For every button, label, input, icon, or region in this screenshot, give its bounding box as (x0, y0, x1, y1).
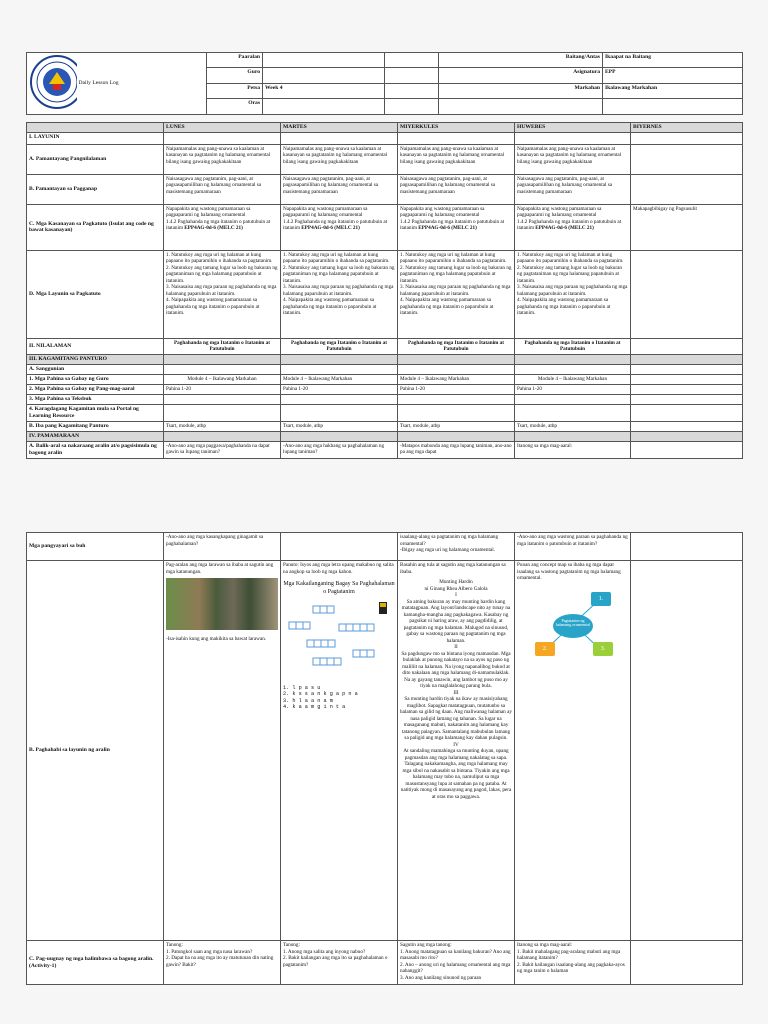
cell: 1. Natutukoy ang mga uri ng halaman at kung papaano ito paparamihin o ihahanda sa pagtatanim. 2. Natutukoy ang tamang lugar sa loob ng bakuran ng pagtataniman ng mga halamang papatubuin at itatanim. 3. Naisasaisa ang mga paraan ng paghahanda ng mga halamang paparubuin at itatanim. 4. Naipapakita ang wastong pamamaraan sa paghahanda ng mga itatanim o paparubuin at itatanim. (164, 250, 281, 338)
table-row (27, 338, 743, 354)
cell: Tsart, module, atbp (398, 421, 515, 431)
cell: Naisasagawa ang pagtatanim, pag-aani, at pagsasapamilihan ng halamang ornamental sa masistemang pamamaraan (515, 174, 631, 204)
table-row (27, 394, 743, 404)
lesson-log-table-continued (26, 532, 742, 985)
tue-title: Mga Kakailanganing Bagay Sa Paghahalaman o Pagtatanim (283, 581, 395, 595)
competency-text: Napapakita ang wastong pamamaraan sa pagpaparami ng halamang ornamental 1.4.2 Paghahanda ng mga itatanim o patutubuin at itatanim (400, 205, 505, 232)
cell: Paghahanda ng mga Itatanim o Itatanim at Patutubuin (398, 338, 515, 354)
main-table (26, 122, 743, 459)
cell: Naisasagawa ang pagtatanim, pag-aani, at pagsasapamilihan ng halamang ornamental sa masistemang pamamaraan (398, 174, 515, 204)
table-row (27, 204, 743, 250)
continued-table (26, 532, 743, 985)
competency-text: Napapakita ang wastong pamamaraan sa pagpaparami ng halamang ornamental 1.4.2 Paghahanda ng mga itatanim o patutubuin at itatanim (517, 205, 622, 232)
cell: Makapagbibigay ng Pagsusulit (631, 204, 743, 250)
day-thursday: HUWEBES (515, 123, 631, 133)
markahan-value[interactable]: Ikalawang Markahan (603, 83, 743, 98)
cell: Paghahanda ng mga Itatanim o Itatanim at Patutubuin (515, 338, 631, 354)
row-label: Mga pangyayari sa buh (27, 533, 164, 561)
baitang-value[interactable]: Ikaapat na Baitang (603, 53, 743, 68)
cell: Pahina 1-20 (398, 384, 515, 394)
table-row (27, 421, 743, 431)
cell (164, 204, 281, 250)
tue-intro: Panuto: Isyos ang mga letra upang makabuo ng salita na angkop sa loob ng mga kahon. (283, 562, 394, 575)
day-header-row (27, 123, 743, 133)
concept-box-3: 3. (593, 642, 613, 656)
cell: Naipamamalas ang pang-unawa sa kaalaman at kasanayan sa pagtatanim ng halamang ornamental bilang isang gawaing pagkakakitaan (281, 144, 398, 174)
cell: Tsart, module, atbp (515, 421, 631, 431)
cell: Tsart, module, atbp (164, 421, 281, 431)
asignatura-label: Asignatura (439, 68, 603, 83)
table-row (27, 132, 743, 144)
guro-label: Guro (207, 68, 263, 83)
row-label: 3. Mga Pahina sa Teksbuk (27, 394, 164, 404)
word-puzzle-grid-image (283, 600, 391, 676)
cell: -Ano-ano ang mga kasangkapang ginagamit sa paghahalaman? (164, 533, 281, 561)
day-friday: BIYERNES (631, 123, 743, 133)
row-label: B. Paghahabi sa layunin ng aralin (27, 561, 164, 941)
cell: 1. Natutukoy ang mga uri ng halaman at kung papaano ito paparamihin o ihahanda sa pagtatanim. 2. Natutukoy ang tamang lugar sa loob ng bakuran ng pagtataniman ng mga halamang papatubuin at itatanim. 3. Naisasaisa ang mga paraan ng paghahanda ng mga halamang paparubuin at itatanim. 4. Naipapakita ang wastong pamamaraan sa paghahanda ng mga itatanim o paparubuin at itatanim. (281, 250, 398, 338)
wed-intro: Basahin ang tula at sagutin ang mga katanungan sa ibaba. (400, 562, 506, 575)
deped-seal-cell (27, 53, 77, 115)
competency-code: EPP4AG-0d-6 (MELC 21) (301, 225, 360, 232)
layunin-heading: I. LAYUNIN (27, 132, 164, 144)
baitang-label: Baitang/Antas (439, 53, 603, 68)
cell (515, 204, 631, 250)
paaralan-label: Paaralan (207, 53, 263, 68)
cell: 1. Natutukoy ang mga uri ng halaman at kung papaano ito paparamihin o ihahanda sa pagtatanim. 2. Natutukoy ang tamang lugar sa loob ng bakuran ng pagtataniman ng mga halamang papatubuin at itatanim. 3. Naisasaisa ang mga paraan ng paghahanda ng mga halamang paparubuin at itatanim. 4. Naipapakita ang wastong pamamaraan sa paghahanda ng mga itatanim o paparubuin at itatanim. (398, 250, 515, 338)
mon-question: -Isa-isahin kung ang makikita sa bawat larawan. (166, 636, 267, 642)
row-label: C. Pag-uugnay ng mga halimbawa sa bagong aralin. (Activity-1) (27, 941, 164, 985)
garden-photos-image (166, 578, 278, 630)
cell: Module 4 – Ikalawang Markahan (281, 374, 398, 384)
row-label: A. Balik-aral sa nakaraang aralin at/o pagsisimula ng bagong aralin (27, 441, 164, 458)
cell: Module 4 – Ikalawang Markahan (515, 374, 631, 384)
cell (164, 561, 281, 941)
asignatura-value[interactable]: EPP (603, 68, 743, 83)
competency-text: Napapakita ang wastong pamamaraan sa pagpaparami ng halamang ornamental 1.4.2 Paghahanda ng mga itatanim o patutubuin at itatanim (166, 205, 271, 232)
row-label: II. NILALAMAN (27, 338, 164, 354)
concept-map-center: Pagtatanim ng halamang ornamental (555, 617, 591, 628)
table-row (27, 174, 743, 204)
cell: 1. Natutukoy ang mga uri ng halaman at kung papaano ito paparamihin o ihahanda sa pagtatanim. 2. Natutukoy ang tamang lugar sa loob ng bakuran ng pagtataniman ng mga halamang papatubuin at itatanim. 3. Naisasaisa ang mga paraan ng paghahanda ng mga halamang paparubuin at itatanim. 4. Naipapakita ang wastong pamamaraan sa paghahanda ng mga itatanim o paparubuin at itatanim. (515, 250, 631, 338)
petsa-value[interactable]: Week 4 (263, 83, 385, 98)
row-label: IV. PAMAMARAAN (27, 431, 164, 441)
table-row (27, 441, 743, 458)
cell: Naipamamalas ang pang-unawa sa kaalaman at kasanayan sa pagtatanim ng halamang ornamental bilang isang gawaing pagkakakitaan (398, 144, 515, 174)
table-row (27, 250, 743, 338)
row-label: A. Pamantayang Pangnilalaman (27, 144, 164, 174)
day-tuesday: MARTES (281, 123, 398, 133)
poem-munting-hardin: Munting Hardin ni Ginang Rhea Albero Galola I Sa aming bakuran ay may munting hardin kang matatagpuan. Ang layout/landscape nito ay tunay na kamangha-mangha ang pagkakagawa. Kasabay ng pagsikat ni haring araw, ay ang pagdidilig, at pagtatanim ng mga halaman. Malugod na sinusod, gabay sa wastong paraan ng pagtatanim ng mga halaman. II Sa pagdungaw mo sa bintana iyong mamasdan. Mga bulaklak at punong nakatayo na sa ayos ng paso ng maliliit na halaman. Na iyong napanalibog bukod at dito nakalaan ang mga halamang di-namamulaklak. Na ay gayang tanawin, ang lambot ng puso mo ay tiyak na maglalahong parang bula. III Sa munting hardin tiyak na ikaw ay masisiyahang maglibot. Sapagkat matatagpuan, mutatunbo sa halaman sa gilid ng daan. Ang maliwanag halaman ay nasa paligid lamang ng tahanan. Sa lugar na masaganang mabuti, nakatanim ang halamang kay tatanong palagyan. Samantalang mabubulan lamang sa paligid ang mga halamang kay dahan pulagsin. IV At sandaling mamahinga sa munting duyan, upang pagmasdan ang mga halamang nakalatag sa sapa. Talagang nakakamangha, ang mga halamang may mga sibol na nakasabit sa bintana. Tiyakin ang mga halamang may tubo na, namuliput sa mga masustansyang lupa at samahan pa ng pataba. At natitiyak mong di masasayang ang pagod, lakas, pera at oras mo sa paggawa. (400, 579, 512, 800)
concept-map (517, 588, 628, 658)
table-row (27, 144, 743, 174)
cell: Itanong sa mga mag-aaral: (515, 441, 631, 458)
cell (281, 204, 398, 250)
cell: Naipamamalas ang pang-unawa sa kaalaman at kasanayan sa pagtatanim ng halamang ornamental bilang isang gawaing pagkakakitaan (164, 144, 281, 174)
table-row (27, 374, 743, 384)
cell: Module 4 – Ikalawang Markahan (398, 374, 515, 384)
oras-value[interactable] (263, 99, 385, 115)
cell: Pahina 1-20 (515, 384, 631, 394)
row-label: 1. Mga Pahina sa Gabay ng Guro (27, 374, 164, 384)
cell: Naisasagawa ang pagtatanim, pag-aani, at pagsasapamilihan ng halamang ornamental sa masistemang pamamaraan (281, 174, 398, 204)
day-monday: LUNES (164, 123, 281, 133)
day-wednesday: MIYERKULES (398, 123, 515, 133)
row-label: 2. Mga Pahina sa Gabay ng Pang-mag-aaral (27, 384, 164, 394)
competency-text: Napapakita ang wastong pamamaraan sa pagpaparami ng halamang ornamental 1.4.2 Paghahanda ng mga itatanim o patutubuin at itatanim (283, 205, 388, 232)
cell: Itanong sa mga mag-aaral: 1. Bakit mahalagang pag-aralang mabuti ang mga halamang itatanim? 2. Bakit kailangan isaalang-alang ang pagkaka-ayos ng mga tanim o halaman (515, 941, 631, 985)
table-row (27, 384, 743, 394)
cell: Tanong: 1. Anong mga salita ang inyong nabuo? 2. Bakit kailangan ang mga ito sa paghahalaman o pagtatanim? (281, 941, 398, 985)
cell: isaalang-alang sa pagtatanim ng mga halamang ornamental? -Ibigay ang mga uri ng halamang ornamental. (398, 533, 515, 561)
cell: Pahina 1-20 (281, 384, 398, 394)
table-row (27, 561, 743, 941)
cell (515, 561, 631, 941)
concept-box-2: 2. (535, 642, 555, 656)
row-label: B. Pamantayan sa Pagganap (27, 174, 164, 204)
row-label: D. Mga Layunin sa Pagkatuto (27, 250, 164, 338)
cell: Module 4 – Ikalawang Markahan (164, 374, 281, 384)
row-label: C. Mga Kasanayan sa Pagkatuto (Isulat ang code ng bawat kasanayan) (27, 204, 164, 250)
table-row (27, 533, 743, 561)
cell (398, 204, 515, 250)
doc-title: Daily Lesson Log (77, 53, 207, 115)
cell: Naipamamalas ang pang-unawa sa kaalaman at kasanayan sa pagtatanim ng halamang ornamental bilang isang gawaing pagkakakitaan (515, 144, 631, 174)
header-table (26, 52, 743, 115)
cell: Paghahanda ng mga Itatanim o Itatanim at Patutubuin (281, 338, 398, 354)
cell: -Ano-ano ang mga paggawa/paghahanda na dapat gawin sa lupang taniman? (164, 441, 281, 458)
cell: Sagutin ang mga tanong: 1. Anong matatagpuan sa kanilang bakuran? Ano ang masasabi mo rito? 2. Ano – anong uri ng halamang ornamental ang mga nabanggit? 3. Ano ang kanilang sinunod ng paraan (398, 941, 515, 985)
cell: Paghahanda ng mga Itatanim o Itatanim at Patutubuin (164, 338, 281, 354)
mon-intro: Pag-aralan ang mga larawan sa ibaba at sagutin ang mga katanungan. (166, 562, 274, 575)
table-row (27, 941, 743, 985)
row-label: 4. Karagdagang Kagamitan mula sa Portal ng Learning Resource (27, 404, 164, 421)
markahan-label: Markahan (439, 83, 603, 98)
paaralan-value[interactable] (263, 53, 385, 68)
concept-box-1: 1. (591, 592, 611, 606)
guro-value[interactable] (263, 68, 385, 83)
cell: -Ano-ano ang mga wastong paraan sa paghahanda ng mga itatanim o patutubuin at itatanim? (515, 533, 631, 561)
row-label: A. Sanggunian (27, 364, 164, 374)
row-label: B. Iba pang Kagamitang Panturo (27, 421, 164, 431)
table-row (27, 354, 743, 364)
cell: -Matapos mabunda ang mga lupang taniman, ano-ano pa ang mga dapat (398, 441, 515, 458)
competency-code: EPP4AG-0d-6 (MELC 21) (418, 225, 477, 232)
row-label: III. KAGAMITANG PANTURO (27, 354, 164, 364)
cell: Naisasagawa ang pagtatanim, pag-aani, at pagsasapamilihan ng halamang ornamental sa masistemang pamamaraan (164, 174, 281, 204)
competency-code: EPP4AG-0d-6 (MELC 21) (535, 225, 594, 232)
cell: Tsart, module, atbp (281, 421, 398, 431)
cell: -Ano-ano ang mga hakbang sa paghahalaman ng lupang taniman? (281, 441, 398, 458)
table-row (27, 364, 743, 374)
table-row (27, 431, 743, 441)
cell (281, 561, 398, 941)
table-row (27, 404, 743, 421)
deped-seal-icon (29, 54, 77, 110)
lesson-log-table (26, 122, 742, 459)
tue-scrambled-list: 1. l p a s u 2. k s s a n k g a p n a 3. h l a a n a m 4. k a a m g i n t a (283, 684, 358, 710)
petsa-label: Petsa (207, 83, 263, 98)
oras-label: Oras (207, 99, 263, 115)
cell (398, 561, 515, 941)
competency-code: EPP4AG-0d-6 (MELC 21) (184, 225, 243, 232)
thu-intro: Punan ang concept map sa ibaba ng mga dapat isaalang sa wastong pagtatanim ng mga halamang ornamental. (517, 562, 621, 581)
lesson-log-header (26, 52, 742, 115)
cell: Tanong: 1. Patungkol saan ang mga nasa larawan? 2. Dapat ba na ang mga ito ay matutunan din nating gawin? Bakit? (164, 941, 281, 985)
cell: Pahina 1-20 (164, 384, 281, 394)
